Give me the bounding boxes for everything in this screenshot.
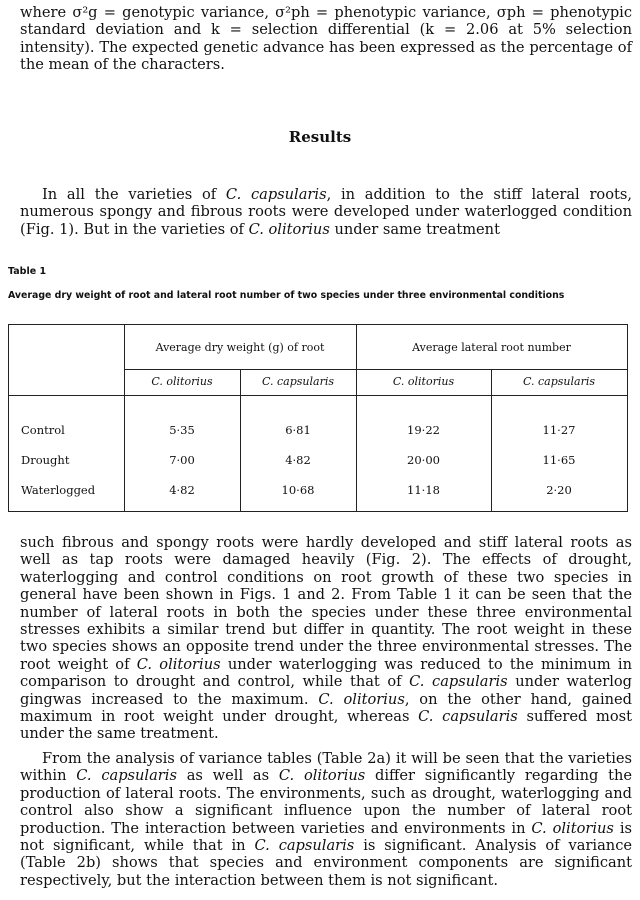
- table-cell: 11·18: [407, 483, 440, 497]
- subheader-capsularis-number: C. capsularis: [522, 375, 595, 388]
- row-label-waterlogged: Waterlogged: [21, 483, 96, 497]
- table-cell: 6·81: [285, 423, 311, 437]
- subheader-olitorius-number: C. olitorius: [392, 375, 455, 388]
- species-name: C. olitorius: [248, 220, 330, 238]
- table-description: Average dry weight of root and lateral root number of two species under three environmental conditions: [8, 290, 565, 301]
- section-heading-results: Results: [288, 128, 352, 146]
- table-cell: 4·82: [285, 453, 311, 467]
- species-name: C. olitorius: [531, 819, 614, 837]
- species-name: C. capsularis: [418, 708, 518, 726]
- species-name: C. capsularis: [225, 186, 327, 203]
- species-name: C. capsularis: [76, 767, 177, 785]
- paragraph-root-effects: such fibrous and spongy roots were hardly developed and stiff lateral roots as well as tap roots were damaged heavily (Fig. 2). The effects of drought, waterlogging and control conditions on root growth of these two species in general have been shown in Figs. 1 and 2. From Table 1 it can be seen that the number of lateral roots in both the species under these three environmental stresses exhibits a similar trend but differ in quantity. The root weight in these two species shows an opposite trend under the three environmental stresses. The root weight of C. olitorius under waterlogging was reduced to the minimum in comparison to drought and control, while that of C. capsularis under waterlog gingwas increased to the maximum. C. olitorius, on the other hand, gained maximum in root weight under drought, whereas C. capsularis suffered most under the same treatment.: [20, 534, 633, 743]
- row-label-drought: Drought: [21, 453, 70, 467]
- row-label-control: Control: [21, 423, 65, 437]
- table-cell: 4·82: [169, 483, 195, 497]
- table-cell: 19·22: [407, 423, 440, 437]
- species-name: C. capsularis: [254, 837, 355, 855]
- subheader-olitorius-weight: C. olitorius: [151, 375, 213, 388]
- table-cell: 11·27: [542, 423, 576, 437]
- formula-definition-text: where σ²g = genotypic variance, σ²ph = phenotypic variance, σph = phenotypic standard deviation and k = selection differential (k = 2.06 at 5% selection intensity). The expected genetic advance has been expressed as the percentage of the mean of the characters.: [20, 4, 632, 74]
- table-cell: 5·35: [169, 423, 195, 437]
- paragraph-variance-analysis: From the analysis of variance tables (Table 2a) it will be seen that the varieties within C. capsularis as well as C. olitorius differ significantly regarding the production of lateral roots. The environments, such as drought, waterlogging and control also show a significant influence upon the number of lateral root production. The interaction between varieties and environments in C. olitorius is not significant, while that in C. capsularis is significant. Analysis of variance (Table 2b) shows that species and environment components are significant respectively, but the interaction between them is not significant.: [20, 750, 633, 889]
- table-cell: 2·20: [546, 483, 572, 497]
- subheader-capsularis-weight: C. capsularis: [261, 375, 334, 388]
- results-table: [8, 324, 628, 512]
- table-cell: 11·65: [542, 453, 576, 467]
- species-name: C. olitorius: [136, 655, 221, 673]
- table-cell: 20·00: [407, 453, 440, 467]
- table-caption: Table 1: [8, 266, 47, 277]
- group-header-lateral-root-number: Average lateral root number: [412, 341, 571, 354]
- table-cell: 10·68: [281, 483, 315, 497]
- species-name: C. capsularis: [409, 673, 508, 691]
- paragraph-formula-definitions: [20, 4, 632, 74]
- species-name: C. olitorius: [318, 690, 405, 708]
- paragraph-results-intro: In all the varieties of C. capsularis, in addition to the stiff lateral roots, numerous spongy and fibrous roots were developed under waterlogged condition (Fig. 1). But in the varieties of C. olitorius under same treatment: [20, 186, 632, 238]
- table-cell: 7·00: [169, 453, 195, 467]
- species-name: C. olitorius: [278, 767, 366, 785]
- group-header-dry-weight: Average dry weight (g) of root: [155, 341, 325, 354]
